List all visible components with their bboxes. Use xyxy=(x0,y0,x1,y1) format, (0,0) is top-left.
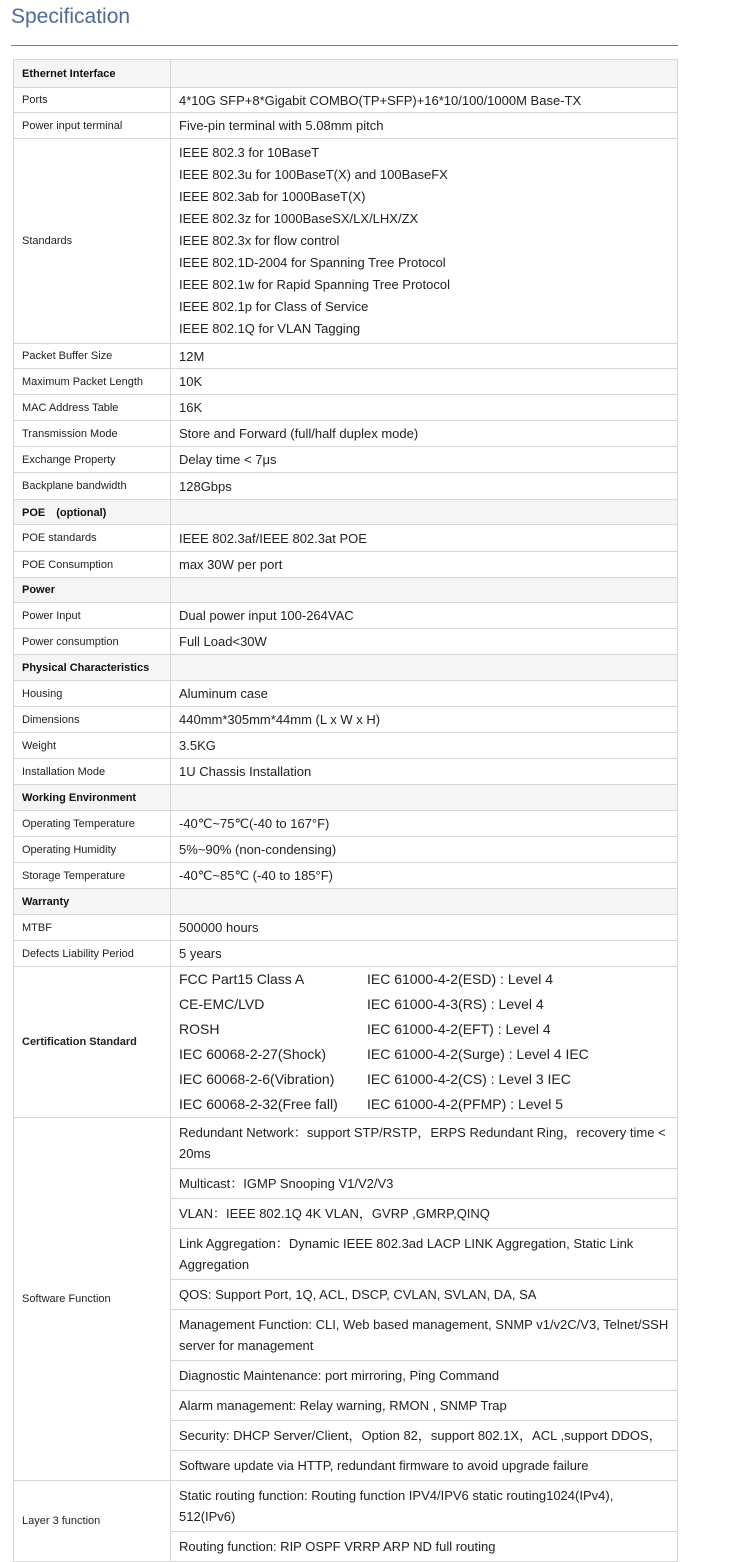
section-label: Working Environment xyxy=(14,785,171,811)
spec-label: Certification Standard xyxy=(14,967,171,1118)
standard-item: IEEE 802.1D-2004 for Spanning Tree Protocol xyxy=(179,255,446,270)
standard-item: IEEE 802.1w for Rapid Spanning Tree Protocol xyxy=(179,277,450,292)
spec-label: MTBF xyxy=(14,915,171,941)
spec-label: Dimensions xyxy=(14,707,171,733)
spec-label: Standards xyxy=(14,139,171,344)
spec-row xyxy=(14,473,678,500)
spec-value xyxy=(171,139,678,344)
page-title: Specification xyxy=(11,5,131,28)
spec-label: Backplane bandwidth xyxy=(14,473,171,500)
spec-value: 16K xyxy=(171,395,678,421)
spec-value xyxy=(171,1481,678,1562)
spec-row xyxy=(14,915,678,941)
spec-label: MAC Address Table xyxy=(14,395,171,421)
certification-grid xyxy=(179,967,677,1117)
section-row xyxy=(14,500,678,525)
function-item: Security: DHCP Server/Client，Option 82，support 802.1X，ACL ,support DDOS， xyxy=(171,1421,677,1451)
spec-label: Housing xyxy=(14,681,171,707)
certification-item: IEC 60068-2-27(Shock) xyxy=(179,1046,327,1062)
section-label: Power xyxy=(14,578,171,603)
spec-value: -40℃~85℃ (-40 to 185°F) xyxy=(171,863,678,889)
spec-value xyxy=(171,578,678,603)
spec-value: Dual power input 100-264VAC xyxy=(171,603,678,629)
section-row xyxy=(14,889,678,915)
spec-value: Store and Forward (full/half duplex mode) xyxy=(171,421,678,447)
spec-row xyxy=(14,941,678,967)
spec-row xyxy=(14,967,678,1118)
spec-label: Operating Humidity xyxy=(14,837,171,863)
spec-value: 5%~90% (non-condensing) xyxy=(171,837,678,863)
section-label: Ethernet Interface xyxy=(14,60,171,88)
spec-value: 3.5KG xyxy=(171,733,678,759)
spec-label: Defects Liability Period xyxy=(14,941,171,967)
certification-item: IEC 61000-4-2(EFT) : Level 4 xyxy=(367,1021,551,1037)
spec-row xyxy=(14,525,678,552)
spec-value: 12M xyxy=(171,344,678,369)
title-divider xyxy=(11,45,678,46)
standard-item: IEEE 802.3z for 1000BaseSX/LX/LHX/ZX xyxy=(179,211,419,226)
certification-item: CE-EMC/LVD xyxy=(179,996,265,1012)
spec-label: Operating Temperature xyxy=(14,811,171,837)
spec-row xyxy=(14,837,678,863)
standard-item: IEEE 802.3u for 100BaseT(X) and 100BaseFX xyxy=(179,167,448,182)
standard-item: IEEE 802.1p for Class of Service xyxy=(179,299,369,314)
spec-label: Software Function xyxy=(14,1118,171,1481)
spec-value xyxy=(171,60,678,88)
function-item: Software update via HTTP, redundant firmware to avoid upgrade failure xyxy=(179,1458,589,1473)
spec-value xyxy=(171,1118,678,1481)
spec-label: Ports xyxy=(14,88,171,113)
spec-table-body xyxy=(14,60,678,1562)
spec-value: 500000 hours xyxy=(171,915,678,941)
spec-label: Storage Temperature xyxy=(14,863,171,889)
spec-value: Full Load<30W xyxy=(171,629,678,655)
certification-item: ROSH xyxy=(179,1021,220,1037)
spec-label: Power consumption xyxy=(14,629,171,655)
standards-list xyxy=(179,142,677,340)
spec-label: Maximum Packet Length xyxy=(14,369,171,395)
spec-label: Transmission Mode xyxy=(14,421,171,447)
certification-item: IEC 61000-4-2(CS) : Level 3 IEC xyxy=(367,1071,571,1087)
spec-value: -40℃~75℃(-40 to 167°F) xyxy=(171,811,678,837)
spec-value: 5 years xyxy=(171,941,678,967)
spec-label: Power input terminal xyxy=(14,113,171,139)
spec-value: 1U Chassis Installation xyxy=(171,759,678,785)
certification-item: IEC 61000-4-2(Surge) : Level 4 IEC xyxy=(367,1046,589,1062)
spec-label: Weight xyxy=(14,733,171,759)
spec-value: 128Gbps xyxy=(171,473,678,500)
spec-row xyxy=(14,395,678,421)
spec-label: Exchange Property xyxy=(14,447,171,473)
spec-row xyxy=(14,1118,678,1481)
section-label: Warranty xyxy=(14,889,171,915)
spec-row xyxy=(14,1481,678,1562)
section-row xyxy=(14,578,678,603)
section-label: Physical Characteristics xyxy=(14,655,171,681)
spec-label: POE standards xyxy=(14,525,171,552)
spec-label: Power Input xyxy=(14,603,171,629)
spec-table xyxy=(13,59,678,1562)
spec-label: Installation Mode xyxy=(14,759,171,785)
spec-value: 10K xyxy=(171,369,678,395)
spec-value xyxy=(171,967,678,1118)
spec-label: Packet Buffer Size xyxy=(14,344,171,369)
spec-label: Layer 3 function xyxy=(14,1481,171,1562)
standard-item: IEEE 802.3x for flow control xyxy=(179,233,340,248)
section-row xyxy=(14,60,678,88)
section-row xyxy=(14,785,678,811)
function-item: Alarm management: Relay warning, RMON , SNMP Trap xyxy=(171,1391,677,1421)
spec-value: max 30W per port xyxy=(171,552,678,578)
spec-value: 4*10G SFP+8*Gigabit COMBO(TP+SFP)+16*10/100/1000M Base-TX xyxy=(171,88,678,113)
spec-row xyxy=(14,421,678,447)
spec-row xyxy=(14,447,678,473)
certification-item: IEC 61000-4-3(RS) : Level 4 xyxy=(367,996,544,1012)
function-item: Redundant Network：support STP/RSTP，ERPS Redundant Ring，recovery time < 20ms xyxy=(171,1118,677,1169)
function-item: VLAN：IEEE 802.1Q 4K VLAN，GVRP ,GMRP,QINQ xyxy=(171,1199,677,1229)
spec-row xyxy=(14,681,678,707)
spec-row xyxy=(14,733,678,759)
standard-item: IEEE 802.3 for 10BaseT xyxy=(179,145,320,160)
spec-value xyxy=(171,655,678,681)
spec-row xyxy=(14,707,678,733)
function-item: Management Function: CLI, Web based management, SNMP v1/v2C/V3, Telnet/SSH server for management xyxy=(171,1310,677,1361)
spec-row xyxy=(14,139,678,344)
spec-row xyxy=(14,552,678,578)
spec-row xyxy=(14,113,678,139)
spec-label: POE Consumption xyxy=(14,552,171,578)
standard-item: IEEE 802.1Q for VLAN Tagging xyxy=(179,321,361,336)
spec-row xyxy=(14,344,678,369)
spec-row xyxy=(14,369,678,395)
spec-value: Aluminum case xyxy=(171,681,678,707)
function-item: QOS: Support Port, 1Q, ACL, DSCP, CVLAN, SVLAN, DA, SA xyxy=(171,1280,677,1310)
certification-item: IEC 61000-4-2(PFMP) : Level 5 xyxy=(367,1096,564,1112)
function-item: Diagnostic Maintenance: port mirroring, Ping Command xyxy=(171,1361,677,1391)
spec-row xyxy=(14,629,678,655)
spec-row xyxy=(14,88,678,113)
spec-value xyxy=(171,785,678,811)
function-item: Routing function: RIP OSPF VRRP ARP ND full routing xyxy=(179,1539,496,1554)
certification-item: IEC 60068-2-32(Free fall) xyxy=(179,1096,338,1112)
spec-value xyxy=(171,500,678,525)
spec-row xyxy=(14,863,678,889)
function-item: Static routing function: Routing function IPV4/IPV6 static routing1024(IPv4), 512(IPv6) xyxy=(171,1481,677,1532)
spec-value: Five-pin terminal with 5.08mm pitch xyxy=(171,113,678,139)
spec-value: IEEE 802.3af/IEEE 802.3at POE xyxy=(171,525,678,552)
spec-row xyxy=(14,603,678,629)
spec-row xyxy=(14,759,678,785)
section-row xyxy=(14,655,678,681)
spec-value: 440mm*305mm*44mm (L x W x H) xyxy=(171,707,678,733)
spec-row xyxy=(14,811,678,837)
certification-item: IEC 60068-2-6(Vibration) xyxy=(179,1071,335,1087)
spec-value: Delay time < 7μs xyxy=(171,447,678,473)
spec-value xyxy=(171,889,678,915)
certification-item: FCC Part15 Class A xyxy=(179,971,305,987)
function-item: Multicast：IGMP Snooping V1/V2/V3 xyxy=(171,1169,677,1199)
section-label: POE (optional) xyxy=(14,500,171,525)
certification-item: IEC 61000-4-2(ESD) : Level 4 xyxy=(367,971,553,987)
standard-item: IEEE 802.3ab for 1000BaseT(X) xyxy=(179,189,366,204)
function-item: Link Aggregation：Dynamic IEEE 802.3ad LACP LINK Aggregation, Static Link Aggregation xyxy=(171,1229,677,1280)
